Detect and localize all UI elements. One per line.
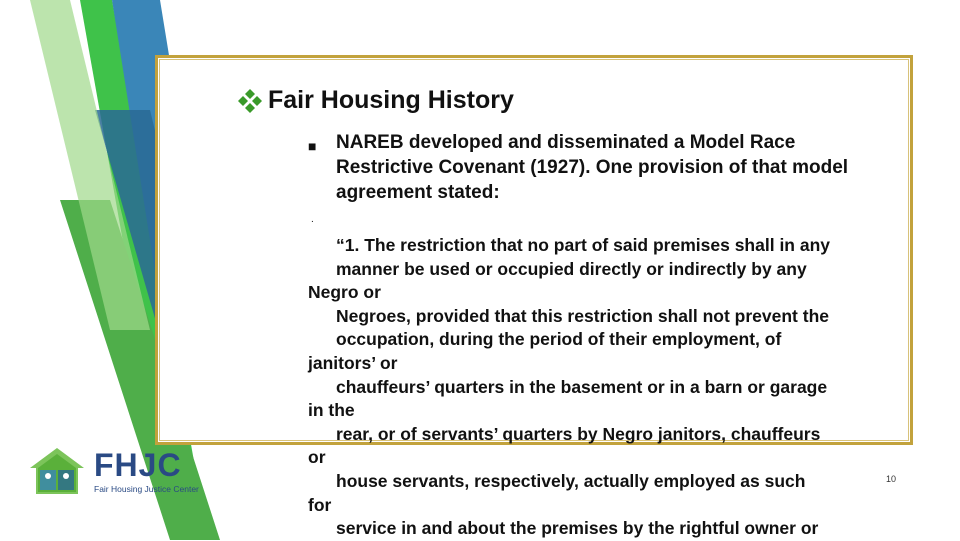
quote-line: Negro or: [308, 282, 381, 303]
quote-line: “1. The restriction that no part of said premises shall in any: [336, 235, 831, 255]
bullet-text: NAREB developed and disseminated a Model Race Restrictive Covenant (1927). One provision of that model agreement stated:: [336, 132, 849, 203]
heading-text: Fair Housing History: [268, 86, 514, 114]
quote-line: occupation, during the period of their employment, of: [336, 329, 782, 350]
quote-line: service in and about the premises by the rightful owner or: [336, 518, 819, 539]
quote-line: rear, or of servants’ quarters by Negro janitors, chauffeurs: [336, 423, 821, 444]
quote-line: in the: [308, 400, 355, 421]
quote-line: Negroes, provided that this restriction shall not prevent the: [336, 305, 829, 326]
fhjc-logo: [28, 446, 199, 496]
logo-subtitle: Fair Housing Justice Center: [94, 483, 199, 494]
diamond-bullet-icon: [236, 87, 264, 115]
quote-line: janitors’ or: [308, 352, 398, 373]
quote-line: manner be used or occupied directly or indirectly by any: [336, 258, 807, 279]
separator-dot: .: [311, 214, 314, 225]
bullet-paragraph: [308, 130, 868, 205]
quote-line: for: [308, 494, 332, 515]
square-bullet-icon: ■: [308, 138, 317, 154]
logo-title: FHJC: [94, 446, 182, 483]
quote-line: house servants, respectively, actually employed as such: [336, 470, 806, 491]
quote-line: chauffeurs’ quarters in the basement or in a barn or garage: [336, 376, 828, 397]
covenant-quote: [308, 234, 908, 541]
page-number: 10: [886, 474, 897, 484]
slide-heading: [236, 86, 514, 115]
house-logo-icon: [28, 446, 86, 496]
quote-line: or: [308, 447, 326, 468]
